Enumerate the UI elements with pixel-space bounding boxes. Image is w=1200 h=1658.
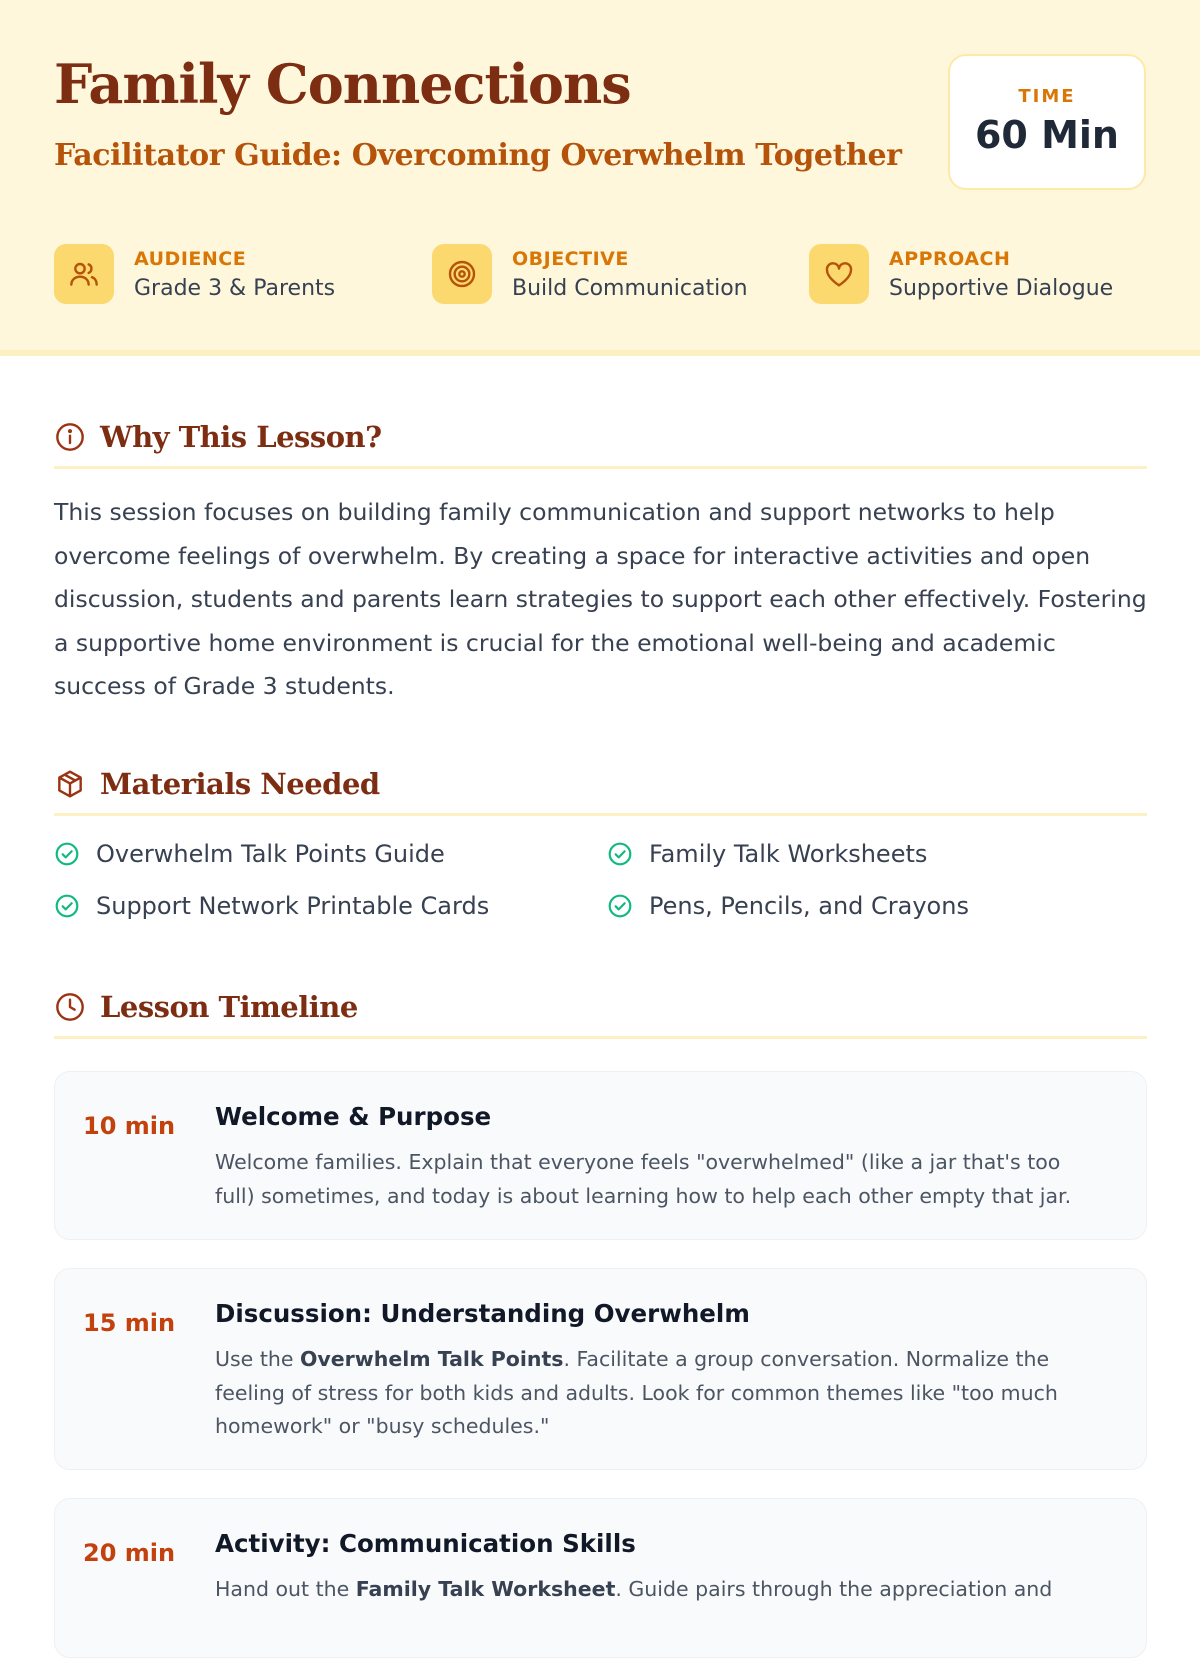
- page-subtitle: Facilitator Guide: Overcoming Overwhelm Together: [54, 138, 902, 173]
- info-icon: [54, 421, 86, 453]
- step-description: [215, 1146, 1105, 1213]
- material-label: Family Talk Worksheets: [649, 840, 928, 868]
- meta-approach: [809, 244, 1113, 304]
- step-title: Welcome & Purpose: [215, 1102, 492, 1131]
- meta-label: APPROACH: [889, 247, 1011, 270]
- meta-objective: [432, 244, 748, 304]
- step-text: Hand out the: [215, 1577, 356, 1601]
- check-circle-icon: [54, 893, 80, 919]
- lesson-header: [0, 0, 1200, 356]
- timeline-step: [54, 1268, 1147, 1470]
- package-icon: [54, 768, 86, 800]
- section-header: [54, 990, 1147, 1039]
- step-duration: 15 min: [83, 1309, 176, 1337]
- material-item: [607, 838, 1147, 870]
- users-icon: [54, 244, 114, 304]
- materials-section: [54, 767, 1147, 922]
- why-section: [54, 420, 1147, 709]
- check-circle-icon: [607, 893, 633, 919]
- step-text: Welcome families. Explain that everyone feels "overwhelmed" (like a jar that's too full) sometimes, and today is about learning how to help each other empty that jar.: [215, 1150, 1072, 1208]
- section-header: [54, 420, 1147, 469]
- meta-value: Grade 3 & Parents: [134, 275, 336, 301]
- clock-icon: [54, 991, 86, 1023]
- material-reference: Overwhelm Talk Points: [299, 1347, 564, 1371]
- step-duration: 20 min: [83, 1539, 176, 1567]
- time-value: 60 Min: [974, 113, 1119, 157]
- meta-label: AUDIENCE: [134, 247, 247, 270]
- step-text: Use the: [215, 1347, 300, 1371]
- step-title: Activity: Communication Skills: [215, 1529, 636, 1558]
- material-item: [607, 890, 1147, 922]
- why-text: This session focuses on building family communication and support networks to help overcome feelings of overwhelm. By creating a space for interactive activities and open discussion, students and parents learn strategies to support each other effectively. Fostering a supportive home environment is crucial for the emotional well-being and academic success of Grade 3 students.: [54, 498, 1147, 700]
- step-text: . Facilitate a group conversation. Normalize the feeling of stress for both kids and adults. Look for common themes like "too much homework" or "busy schedules.": [215, 1347, 1058, 1438]
- material-reference: Family Talk Worksheet: [355, 1577, 616, 1601]
- meta-label: OBJECTIVE: [512, 247, 629, 270]
- meta-audience: [54, 244, 335, 304]
- meta-value: Supportive Dialogue: [889, 275, 1114, 301]
- material-label: Support Network Printable Cards: [96, 892, 490, 920]
- step-title: Discussion: Understanding Overwhelm: [215, 1299, 750, 1328]
- check-circle-icon: [54, 841, 80, 867]
- meta-value: Build Communication: [512, 275, 748, 301]
- section-title: Why This Lesson?: [100, 420, 382, 454]
- time-label: TIME: [1018, 86, 1076, 107]
- section-title: Lesson Timeline: [100, 990, 358, 1024]
- material-label: Overwhelm Talk Points Guide: [96, 840, 445, 868]
- step-description: [215, 1573, 1105, 1607]
- timeline-section: [54, 990, 1147, 1039]
- materials-list: [54, 838, 1147, 922]
- material-item: [54, 838, 607, 870]
- timeline-step: [54, 1071, 1147, 1240]
- check-circle-icon: [607, 841, 633, 867]
- timeline-step: [54, 1498, 1147, 1658]
- page-title: Family Connections: [54, 52, 631, 116]
- heart-icon: [809, 244, 869, 304]
- section-header: [54, 767, 1147, 816]
- step-text: . Guide pairs through the appreciation and: [615, 1577, 1053, 1601]
- material-label: Pens, Pencils, and Crayons: [649, 892, 969, 920]
- step-description: [215, 1343, 1105, 1444]
- section-title: Materials Needed: [100, 767, 380, 801]
- target-icon: [432, 244, 492, 304]
- material-item: [54, 890, 607, 922]
- step-duration: 10 min: [83, 1112, 176, 1140]
- time-card: [948, 54, 1146, 190]
